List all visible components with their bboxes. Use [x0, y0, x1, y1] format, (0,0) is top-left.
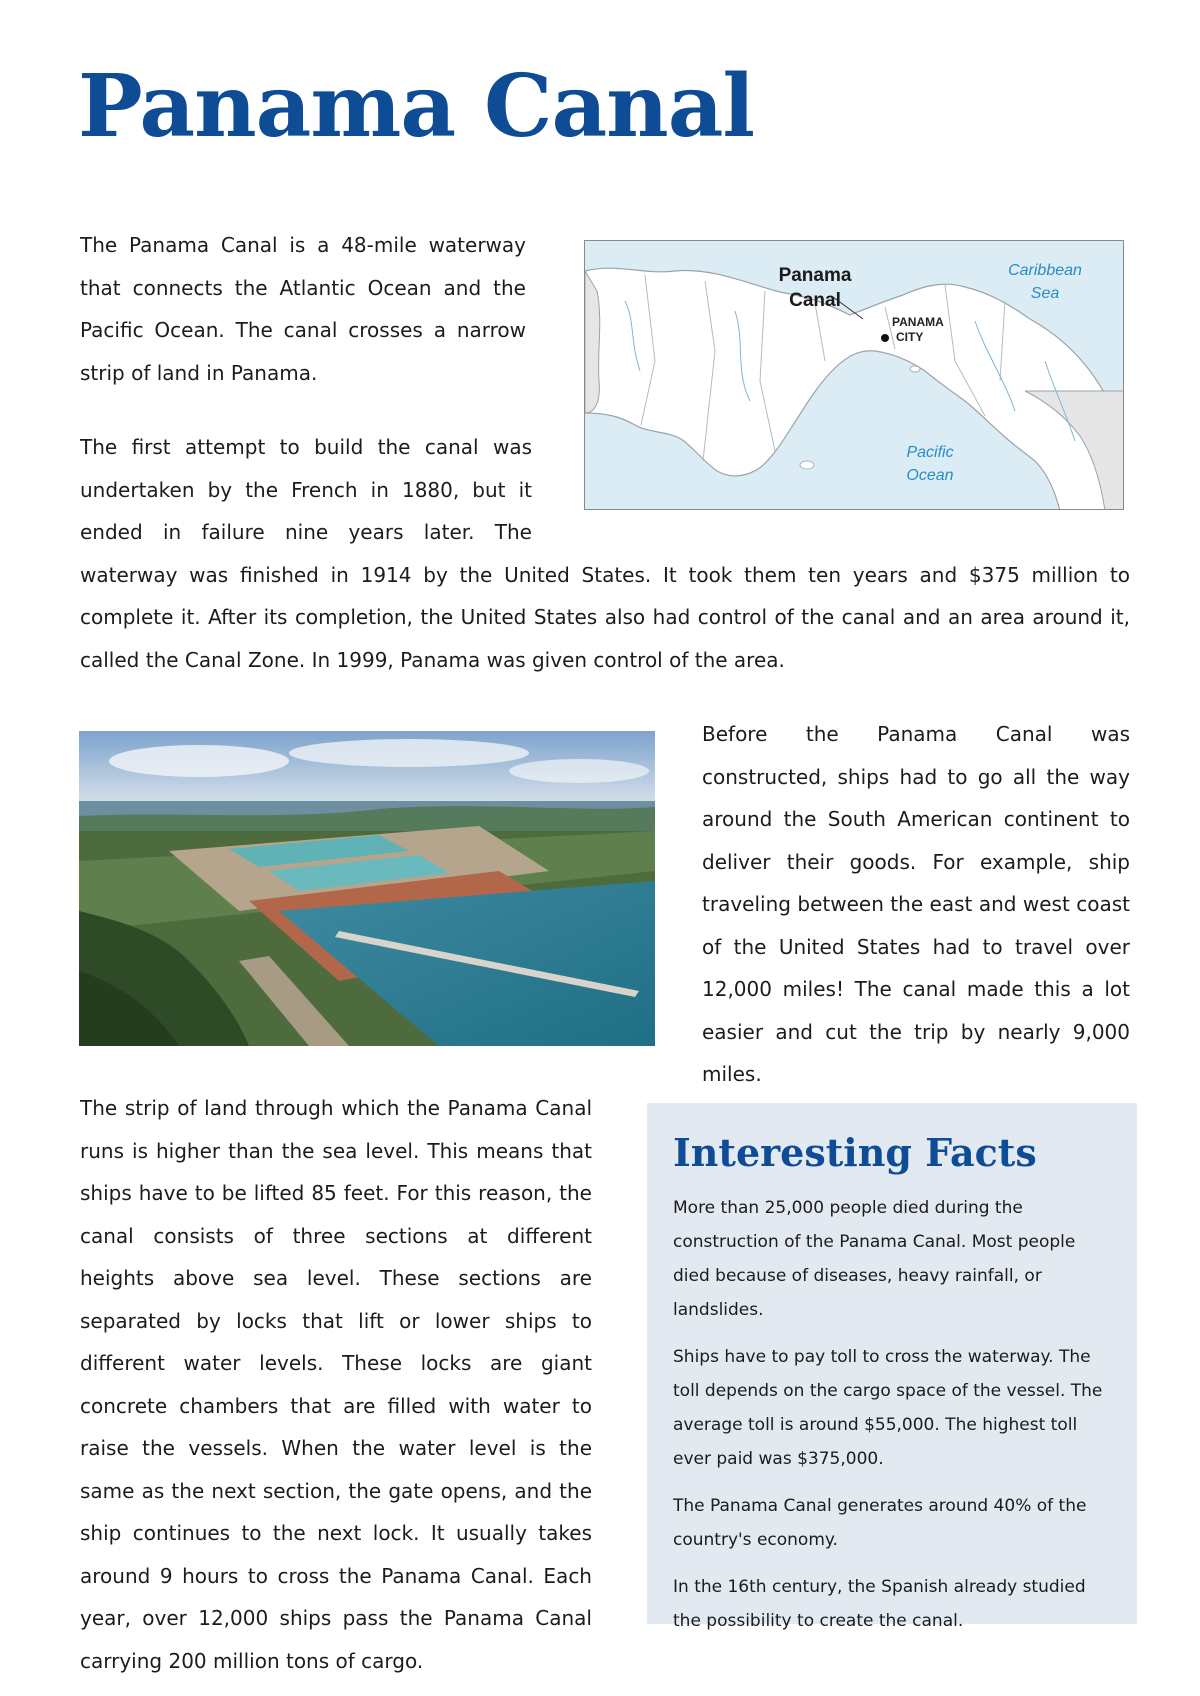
interesting-facts-box: [647, 1103, 1137, 1631]
map-neighbor: [585, 271, 600, 413]
map-label-caribbean-line2: Sea: [1030, 285, 1060, 302]
map-label-canal: [760, 263, 870, 313]
map-label-canal-line1: Panama: [778, 265, 852, 286]
map-label-city-line1: PANAMA: [892, 315, 944, 329]
history-text: The first attempt to build the canal was undertaken by the French in 1880, but it ended in failure nine years later. The waterway was finished in 1914 by the United States. It took them ten years and $375 million to complete it. After its completion, the United States also had control of the canal and an area around it, called the Canal Zone. In 1999, Panama was given control of the area.: [80, 435, 1130, 672]
intro-paragraph: The Panama Canal is a 48-mile waterway that connects the Atlantic Ocean and the Pacific Ocean. The canal crosses a narrow strip of land in Panama.: [80, 233, 526, 385]
facts-heading: Interesting Facts: [673, 1130, 1037, 1175]
fact-item: In the 16th century, the Spanish already studied the possibility to create the canal.: [673, 1577, 1086, 1631]
fact-item: Ships have to pay toll to cross the waterway. The toll depends on the cargo space of the vessel. The average toll is around $55,000. The highest toll ever paid was $375,000.: [673, 1347, 1103, 1469]
locks-paragraph: The strip of land through which the Panama Canal runs is higher than the sea level. This means that ships have to be lifted 85 feet. For this reason, the canal consists of three sections at different heights above sea level. These sections are separated by locks that lift or lower ships to different water levels. These locks are giant concrete chambers that are filled with water to raise the vessels. When the water level is the same as the next section, the gate opens, and the ship continues to the next lock. It usually takes around 9 hours to cross the Panama Canal. Each year, over 12,000 ships pass the Panama Canal carrying 200 million tons of cargo.: [80, 1096, 592, 1673]
map-label-city-line2: CITY: [896, 330, 924, 344]
map-label-caribbean: [985, 259, 1105, 305]
map-label-pacific-line1: Pacific: [906, 444, 954, 461]
map-label-canal-line2: Canal: [789, 290, 841, 311]
history-paragraph: [80, 426, 1130, 681]
canal-locks-photo: [79, 731, 655, 1046]
map-island: [910, 366, 920, 372]
page-title: Panama Canal: [78, 56, 755, 157]
before-canal-paragraph: Before the Panama Canal was constructed, ships had to go all the way around the South American continent to deliver their goods. For example, ship traveling between the east and west coast of the United States had to travel over 12,000 miles! The canal made this a lot easier and cut the trip by nearly 9,000 miles.: [702, 722, 1130, 1086]
map-label-pacific-line2: Ocean: [906, 467, 954, 484]
fact-item: More than 25,000 people died during the construction of the Panama Canal. Most people died because of diseases, heavy rainfall, or landslides.: [673, 1198, 1076, 1320]
photo-drawing: [79, 731, 655, 1046]
city-dot-icon: [881, 334, 889, 342]
map-label-caribbean-line1: Caribbean: [1008, 262, 1082, 279]
map-label-city: [892, 315, 944, 345]
fact-item: The Panama Canal generates around 40% of the country's economy.: [673, 1496, 1087, 1550]
